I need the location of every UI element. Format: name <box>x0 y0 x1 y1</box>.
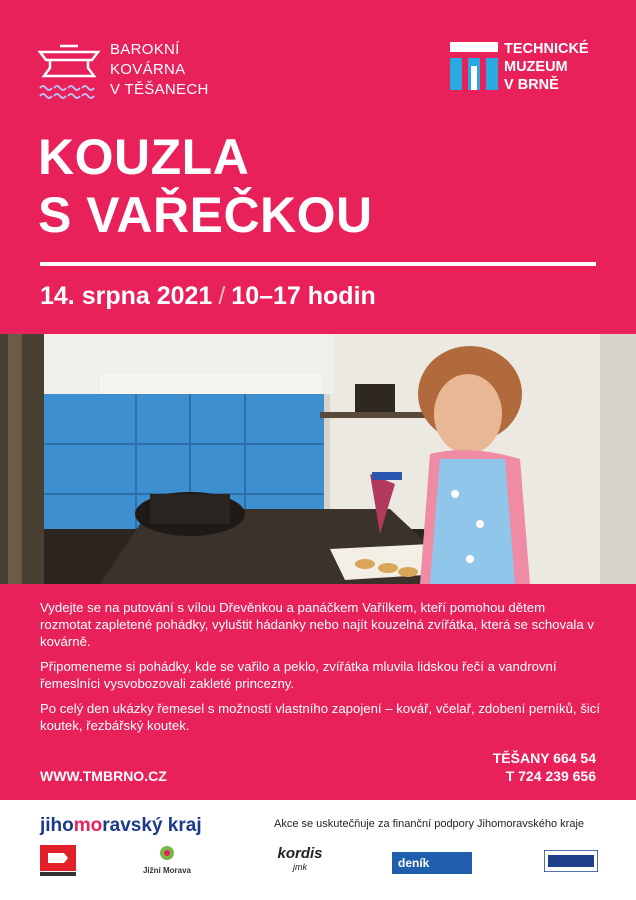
grape-icon <box>158 845 176 861</box>
title-line: KOUZLA <box>38 129 250 185</box>
kordis-sub-label: jmk <box>293 862 307 872</box>
partner-snp-logo-icon <box>544 850 598 872</box>
contact-info <box>493 749 596 785</box>
divider <box>40 262 596 266</box>
partner-jizni-morava <box>132 845 202 877</box>
region-logo-part: jiho <box>40 815 74 836</box>
title-line: S VAŘEČKOU <box>38 187 373 243</box>
date-separator: / <box>218 282 226 310</box>
event-description <box>40 599 600 742</box>
support-note: Akce se uskutečňuje za finanční podpory Jihomoravského kraje <box>274 818 585 830</box>
museum-name <box>504 40 589 94</box>
forge-line: BAROKNÍ <box>110 41 180 58</box>
museum-logo-icon <box>450 42 498 90</box>
event-day: 14. srpna 2021 <box>40 282 213 310</box>
region-logo-part: ravský kraj <box>102 815 202 836</box>
description-paragraph: Připomeneme si pohádky, kde se vařilo a peklo, zvířátka mluvila lidskou řečí a vandrovní řemeslníci vysvobozovali zakleté princezny. <box>40 659 557 691</box>
forge-line: KOVÁRNA <box>110 61 186 78</box>
description-paragraph: Po celý den ukázky řemesel s možností vlastního zapojení – kovář, včelař, zdobení perníků, šicí koutek, řezbářský koutek. <box>40 701 601 733</box>
museum-line: TECHNICKÉ <box>504 41 589 57</box>
forge-name <box>110 40 209 100</box>
region-logo <box>40 815 202 837</box>
anvil-icon <box>36 42 102 102</box>
partner-denik <box>392 852 472 874</box>
description-paragraph: Vydejte se na putování s vílou Dřevěnkou a panáčkem Vařílkem, kteří pomohou dětem rozmotat zapletené pohádky, vyluštit hádanky nebo najít kouzelná zvířátka, která se schovala v kovárně. <box>40 600 594 649</box>
museum-line: V BRNĚ <box>504 77 559 93</box>
contact-phone: T 724 239 656 <box>505 768 596 784</box>
partner-red-logo-icon <box>40 845 76 877</box>
denik-label: deník <box>398 856 430 870</box>
jizni-morava-label: Jižní Morava <box>142 866 191 875</box>
partner-kordis <box>270 845 330 877</box>
forge-line: V TĚŠANECH <box>110 81 209 98</box>
website-link[interactable]: WWW.TMBRNO.CZ <box>40 768 167 784</box>
region-logo-accent: mo <box>73 815 103 836</box>
kordis-label: kordis <box>277 845 323 862</box>
event-time: 10–17 hodin <box>231 282 376 310</box>
event-title <box>38 128 373 244</box>
event-photo <box>0 334 636 584</box>
event-date <box>40 282 376 311</box>
museum-line: MUZEUM <box>504 59 568 75</box>
contact-address: TĚŠANY 664 54 <box>492 750 596 766</box>
